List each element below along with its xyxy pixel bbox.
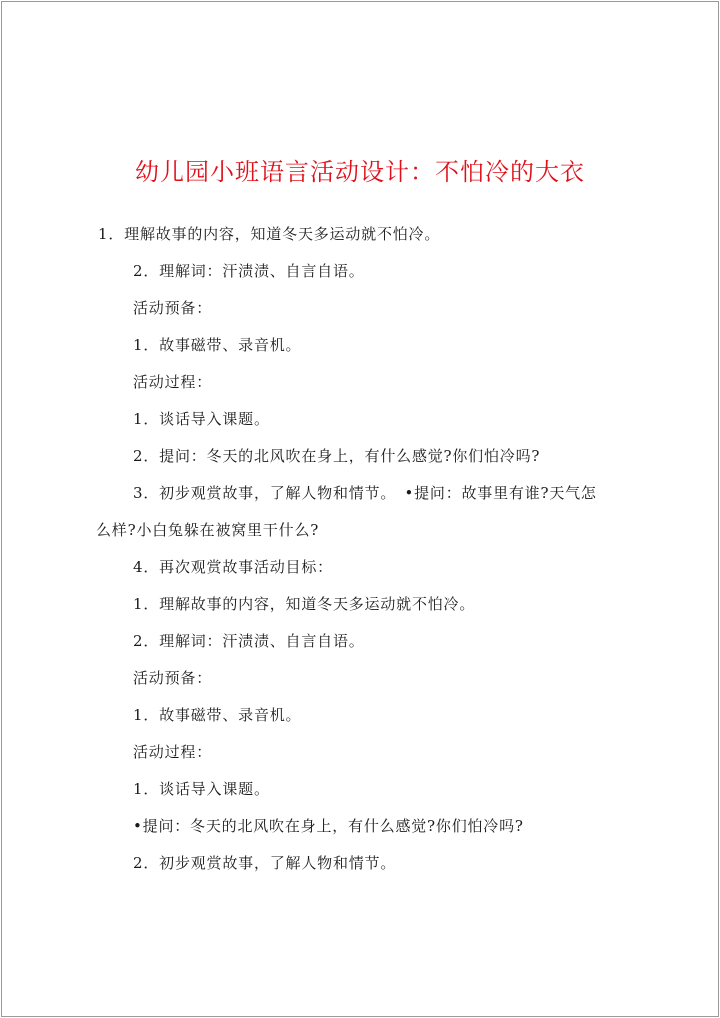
paragraph-line: 活动过程：: [133, 373, 213, 391]
paragraph-line: 3．初步观赏故事，了解人物和情节。 •提问：故事里有谁?天气怎: [133, 484, 597, 502]
document-body: [98, 224, 690, 874]
paragraph-line: 1．故事磁带、录音机。: [133, 336, 302, 354]
paragraph-line: 4．再次观赏故事活动目标：: [133, 558, 333, 576]
paragraph-line: 1．谈话导入课题。: [133, 780, 270, 798]
paragraph-line: 1．故事磁带、录音机。: [133, 706, 302, 724]
paragraph-line: 2．初步观赏故事，了解人物和情节。: [133, 854, 397, 872]
paragraph-line: 1．谈话导入课题。: [133, 410, 270, 428]
document-page: [1, 1, 719, 1017]
paragraph-line: 活动过程：: [133, 743, 213, 761]
paragraph-line: 2．提问：冬天的北风吹在身上，有什么感觉?你们怕冷吗?: [133, 447, 541, 465]
paragraph-line: 2．理解词：汗渍渍、自言自语。: [133, 632, 365, 650]
paragraph-line: 么样?小白兔躲在被窝里干什么?: [96, 521, 320, 539]
paragraph-line: 1．理解故事的内容，知道冬天多运动就不怕冷。: [133, 595, 476, 613]
document-title: 幼儿园小班语言活动设计：不怕冷的大衣: [135, 158, 585, 186]
paragraph-line: 活动预备：: [133, 669, 213, 687]
paragraph-line: 2．理解词：汗渍渍、自言自语。: [133, 262, 365, 280]
paragraph-line: •提问：冬天的北风吹在身上，有什么感觉?你们怕冷吗?: [133, 817, 524, 835]
paragraph-line: 活动预备：: [133, 299, 213, 317]
paragraph-line: 1．理解故事的内容，知道冬天多运动就不怕冷。: [98, 225, 441, 243]
